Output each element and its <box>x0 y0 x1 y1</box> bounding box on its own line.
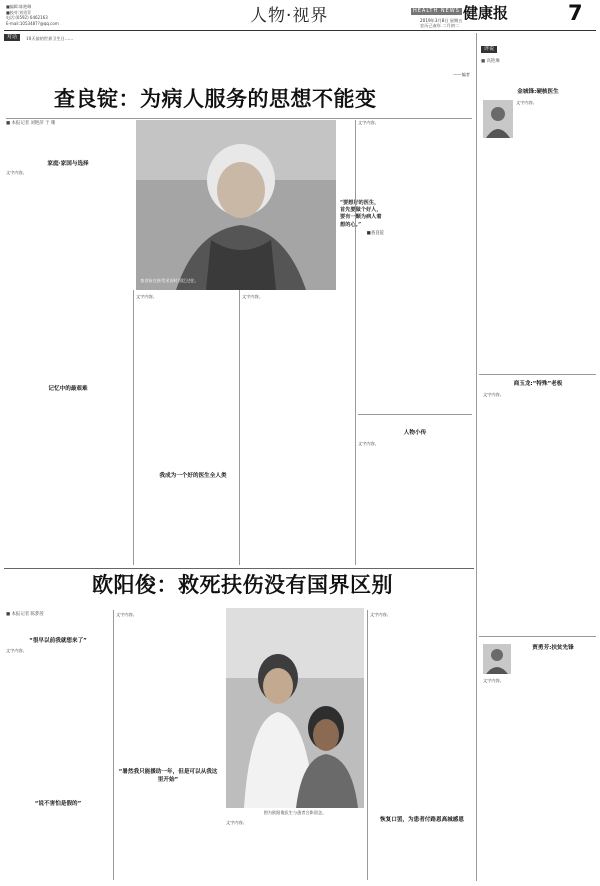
sidebar-text-3: 文字内容。 <box>483 678 504 683</box>
portrait-icon <box>136 120 336 290</box>
issue-date: 2019年3月8日 星期五 <box>420 18 463 23</box>
proof-line: ■校对:刘贵菲 <box>6 9 32 15</box>
brand-cn: 健康报 <box>463 4 509 22</box>
article2-subhead-4: 恢复口罢，为患者付路恩高城感恩 <box>380 817 464 823</box>
article2-col4: 文字内容。 <box>370 612 391 617</box>
article2-col1: 文字内容。 <box>6 648 27 653</box>
page-number: 7 <box>568 1 583 25</box>
article2-col3: 文字内容。 <box>226 820 247 825</box>
article1-headline: 查良锭：为病人服务的思想不能变 <box>54 87 377 111</box>
article-divider <box>4 568 474 569</box>
headline-rule <box>6 118 472 119</box>
bio-box-text: 文字内容。 <box>358 441 379 446</box>
a2-colrule-2 <box>367 610 368 880</box>
article2-reporter: ■ 本报记者 陈梦茜 <box>6 612 44 617</box>
article2-subhead-1: “很早以前我就想来了” <box>29 638 87 644</box>
sidebar-author: ■ 高艳琳 <box>481 59 500 64</box>
quote-text: “要想好的医生，首先要做个好人，要有一颗为病人着想的心。” <box>340 200 382 228</box>
article1-subhead-3: 我成为一个好的医生全人类 <box>159 473 227 479</box>
article2-headline: 欧阳俊：救死扶伤没有国界区别 <box>92 573 393 597</box>
bio-box-title: 人物小传 <box>403 430 427 436</box>
article1-col1: 文字内容。 <box>6 170 27 175</box>
article2-subhead-3: “暑然我只能援助一年，但是可以从我这里开始” <box>118 769 218 783</box>
intro-block <box>4 34 474 82</box>
masthead-info <box>6 4 76 26</box>
intro-tag: 对话 <box>4 34 20 41</box>
sidebar-photo-3 <box>483 644 511 674</box>
sidebar-title-1: 金城锋:硬核医生 <box>517 89 559 95</box>
person-icon <box>483 644 511 674</box>
sidebar-rule-2 <box>479 636 596 637</box>
bio-box <box>358 414 472 564</box>
article1-col3: 文字内容。 <box>242 294 263 299</box>
quote-signature: ■查良锭 <box>366 230 384 236</box>
phone-line: 电话:(0592) 6462163 <box>6 15 48 21</box>
a1-colrule-3 <box>355 120 356 565</box>
article1-photo-caption: 查良锭在接受采访时回忆过往。 <box>140 278 199 283</box>
article1-subhead-1: 家庭·家国与选择 <box>47 161 89 167</box>
a1-colrule-1 <box>133 290 134 565</box>
person-icon <box>483 100 513 138</box>
masthead-rule <box>4 30 596 31</box>
lunar-date: 农历己亥年 二月初二 <box>420 23 460 28</box>
article1-col4: 文字内容。 <box>358 120 379 125</box>
sidebar-photo-1 <box>483 100 513 138</box>
article2-photo-caption: 图为欧阳俊医生与患者合影留念。 <box>263 810 327 815</box>
sidebar-divider <box>476 33 477 881</box>
article1-subhead-2: 记忆中的最艰难 <box>48 386 88 392</box>
article1-col2: 文字内容。 <box>136 294 157 299</box>
doctor-patient-photo-icon <box>226 608 364 808</box>
article2-col2: 文字内容。 <box>116 612 137 617</box>
sidebar-title-2: 商玉龙:“特殊”老板 <box>513 381 563 387</box>
a2-colrule-1 <box>113 610 114 880</box>
sidebar <box>479 34 596 882</box>
email-line: E-mail:1053487?@qq.com <box>6 20 59 26</box>
brand-en: HEALTH NEWS <box>413 8 460 14</box>
sidebar-title-3: 贾勇芳:扶贫先锋 <box>532 645 574 651</box>
sidebar-tag: 评说 <box>481 46 497 53</box>
editor-line: ■编辑:陈艳琳 <box>6 4 32 9</box>
sidebar-text-1: 文字内容。 <box>516 100 537 105</box>
article1-photo <box>136 120 336 290</box>
intro-text: 10天前的世界卫生日…… <box>26 36 74 41</box>
section-title: 人物·视界 <box>250 6 329 26</box>
article2-subhead-2: “说不害怕是假的” <box>34 801 82 807</box>
sidebar-rule-1 <box>479 374 596 375</box>
a1-colrule-2 <box>239 290 240 565</box>
intro-byline: ——编者 <box>453 72 470 77</box>
article1-reporter: ■ 本报记者 刘艳萍 于 珊 <box>6 121 56 126</box>
article2-photo <box>226 608 364 808</box>
sidebar-text-2: 文字内容。 <box>483 392 504 397</box>
